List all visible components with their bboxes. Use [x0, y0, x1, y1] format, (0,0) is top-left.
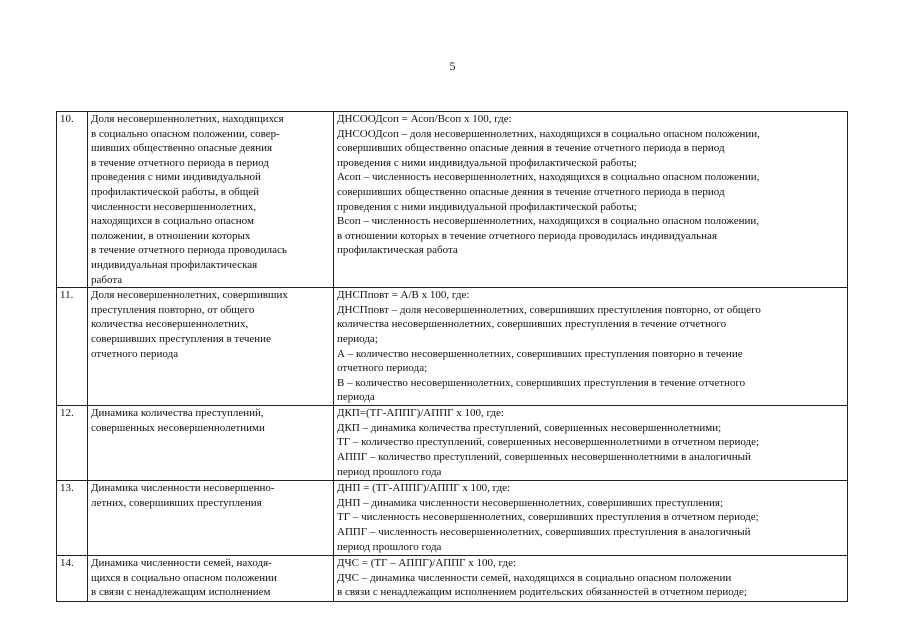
text-line: ДЧС – динамика численности семей, находящихся в социально опасном положении — [337, 571, 732, 584]
text-line: в связи с ненадлежащим исполнением родительских обязанностей в отчетном периоде; — [337, 586, 747, 599]
text-line: в отношении которых в течение отчетного периода проводилась индивидуальная — [337, 229, 717, 242]
text-line: совершенных несовершеннолетними — [91, 421, 265, 434]
text-line: в связи с ненадлежащим исполнением — [91, 586, 271, 599]
row-number: 13. — [57, 481, 88, 556]
text-line: ДНП = (ТГ-АППГ)/АППГ x 100, где: — [337, 482, 511, 495]
text-line: ТГ – количество преступлений, совершенных несовершеннолетними в отчетном периоде; — [337, 436, 760, 449]
text-line: ДЧС = (ТГ – АППГ)/АППГ x 100, где: — [337, 557, 517, 570]
text-line: численности несовершеннолетних, — [91, 200, 257, 213]
indicator-formula — [334, 556, 848, 602]
table-row — [57, 406, 848, 481]
text-line: ДКП – динамика количества преступлений, совершенных несовершеннолетними; — [337, 421, 722, 434]
text-line: Динамика количества преступлений, — [91, 407, 264, 420]
text-line: отчетного периода — [91, 347, 179, 360]
indicators-table — [56, 111, 848, 602]
text-line: Доля несовершеннолетних, совершивших — [91, 289, 288, 302]
text-line: совершивших преступления в течение — [91, 332, 271, 345]
text-line: периода — [337, 391, 375, 404]
text-line: положении, в отношении которых — [91, 229, 251, 242]
table-row — [57, 556, 848, 602]
indicator-name — [88, 556, 334, 602]
text-line: индивидуальная профилактическая — [91, 258, 258, 271]
text-line: А – количество несовершеннолетних, совершивших преступления повторно в течение — [337, 347, 743, 360]
text-line: ДНСООДсоп – доля несовершеннолетних, находящихся в социально опасном положении, — [337, 127, 760, 140]
text-line: профилактической работы, в общей — [91, 185, 259, 198]
text-line: преступления повторно, от общего — [91, 303, 255, 316]
text-line: летних, совершивших преступления — [91, 496, 262, 509]
table-row — [57, 112, 848, 288]
text-line: Асоп – численность несовершеннолетних, находящихся в социально опасном положении, — [337, 171, 760, 184]
indicator-name — [88, 288, 334, 406]
text-line: в течение отчетного периода в период — [91, 156, 269, 169]
text-line: ДКП=(ТГ-АППГ)/АППГ x 100, где: — [337, 407, 504, 420]
row-number: 11. — [57, 288, 88, 406]
text-line: В – количество несовершеннолетних, совершивших преступления в течение отчетного — [337, 376, 746, 389]
text-line: АППГ – численность несовершеннолетних, совершивших преступления в аналогичный — [337, 525, 751, 538]
indicator-formula — [334, 406, 848, 481]
text-line: отчетного периода; — [337, 362, 428, 375]
text-line: находящихся в социально опасном — [91, 215, 254, 228]
text-line: совершивших общественно опасные деяния в течение отчетного периода в период — [337, 185, 725, 198]
text-line: проведения с ними индивидуальной — [91, 171, 261, 184]
text-line: проведения с ними индивидуальной профилактической работы; — [337, 156, 637, 169]
text-line: совершивших общественно опасные деяния в течение отчетного периода в период — [337, 142, 725, 155]
text-line: ДНСПповт – доля несовершеннолетних, совершивших преступления повторно, от общего — [337, 303, 761, 316]
indicator-formula — [334, 288, 848, 406]
text-line: Динамика численности несовершенно- — [91, 482, 275, 495]
text-line: период прошлого года — [337, 465, 442, 478]
text-line: профилактическая работа — [337, 244, 458, 257]
text-line: периода; — [337, 332, 378, 345]
text-line: количества несовершеннолетних, совершивших преступления в течение отчетного — [337, 318, 727, 331]
text-line: щихся в социально опасном положении — [91, 571, 277, 584]
indicator-formula — [334, 481, 848, 556]
text-line: шивших общественно опасные деяния — [91, 142, 273, 155]
indicator-name — [88, 112, 334, 288]
text-line: ДНСПповт = А/В x 100, где: — [337, 289, 470, 302]
row-number: 12. — [57, 406, 88, 481]
row-number: 10. — [57, 112, 88, 288]
text-line: Доля несовершеннолетних, находящихся — [91, 113, 284, 125]
indicator-formula — [334, 112, 848, 288]
table-row — [57, 481, 848, 556]
text-line: в течение отчетного периода проводилась — [91, 244, 287, 257]
text-line: работа — [91, 273, 123, 286]
indicator-name — [88, 481, 334, 556]
text-line: Динамика численности семей, находя- — [91, 557, 272, 570]
text-line: Всоп – численность несовершеннолетних, находящихся в социально опасном положении, — [337, 215, 760, 228]
text-line: ДНП – динамика численности несовершеннолетних, совершивших преступления; — [337, 496, 724, 509]
text-line: проведения с ними индивидуальной профилактической работы; — [337, 200, 637, 213]
text-line: ТГ – численность несовершеннолетних, совершивших преступления в отчетном периоде; — [337, 511, 759, 524]
text-line: количества несовершеннолетних, — [91, 318, 249, 331]
table-row — [57, 288, 848, 406]
page-number: 5 — [449, 59, 456, 73]
text-line: ДНСООДсоп = Асоп/Всоп x 100, где: — [337, 113, 512, 125]
indicator-name — [88, 406, 334, 481]
row-number: 14. — [57, 556, 88, 602]
text-line: в социально опасном положении, совер- — [91, 127, 280, 140]
text-line: АППГ – количество преступлений, совершенных несовершеннолетними в аналогичный — [337, 450, 751, 463]
text-line: период прошлого года — [337, 540, 442, 553]
